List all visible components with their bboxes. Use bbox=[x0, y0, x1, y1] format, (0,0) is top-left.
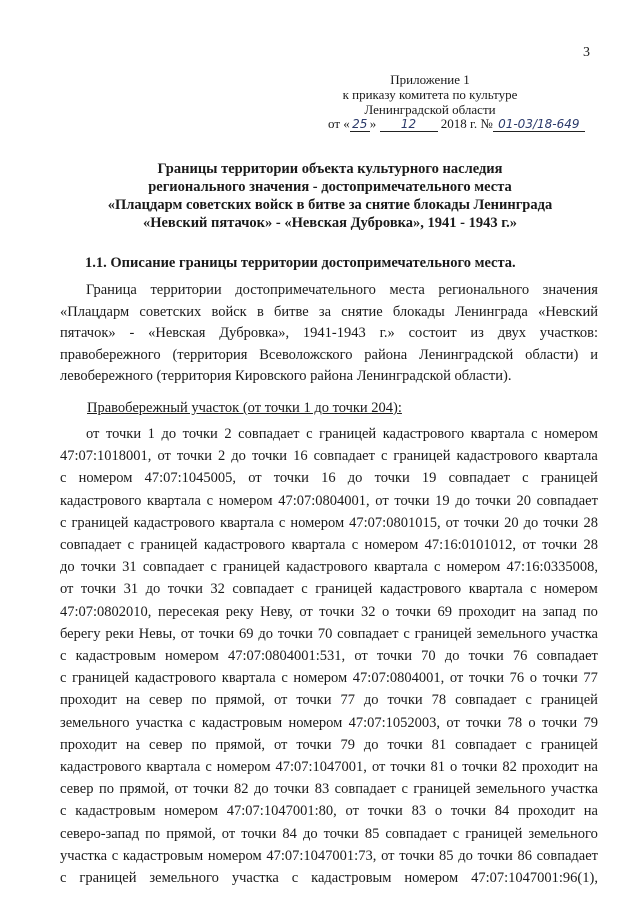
order-month: 12 bbox=[380, 117, 438, 132]
text-line: с границей земельного участка с кадастровым номером 47:07:1047001:96(1), bbox=[60, 870, 598, 887]
title-line: «Плацдарм советских войск в битве за снятие блокады Ленинграда bbox=[107, 197, 553, 213]
appendix-line-1: Приложение 1 bbox=[390, 72, 470, 87]
text-line: 47:07:0802010, пересекая реку Неву, от точки 32 о точки 69 проходит на запад по bbox=[60, 603, 598, 620]
text-line: проходит на север по прямой, от точки 79 до точки 81 совпадает с границей bbox=[60, 736, 598, 753]
text-line: северо-запад по прямой, от точки 84 до точки 85 совпадает с границей земельного bbox=[60, 825, 598, 842]
title-line: Границы территории объекта культурного наследия bbox=[157, 161, 503, 177]
text-line: пятачок» - «Невская Дубровка», 1941-1943 г.» состоит из двух участков: bbox=[60, 325, 598, 341]
text-line: правобережного (территория Всеволожского района Ленинградской области) и bbox=[60, 346, 598, 363]
appendix-line-3: Ленинградской области bbox=[364, 102, 496, 117]
intro-paragraph bbox=[60, 280, 598, 388]
appendix-header bbox=[330, 72, 530, 117]
text-line: от точки 31 до точки 32 совпадает с границей кадастрового квартала с номером bbox=[60, 581, 598, 598]
page-number: 3 bbox=[583, 45, 590, 60]
right-bank-description bbox=[60, 423, 598, 889]
order-number: 01-03/18-649 bbox=[493, 117, 585, 132]
text-line: с номером 47:07:1045005, от точки 16 до точки 19 совпадает с границей bbox=[60, 470, 598, 487]
text-line: север по прямой, от точки 82 до точки 83 совпадает с границей земельного участка bbox=[60, 781, 598, 798]
text-line: Граница территории достопримечательного места регионального значения bbox=[86, 282, 598, 298]
text-line: с границей кадастрового квартала с номером 47:07:0801015, от точки 20 до точки 28 bbox=[60, 514, 598, 531]
text-line: до точки 31 совпадает с границей кадастрового квартала с номером 47:16:0335008, bbox=[60, 559, 598, 576]
date-mid: » bbox=[369, 116, 377, 131]
appendix-line-2: к приказу комитета по культуре bbox=[342, 87, 518, 102]
text-line: 47:07:1018001, от точки 2 до точки 16 совпадает с границей кадастрового квартала bbox=[60, 448, 598, 465]
text-line: «Плацдарм советских войск в битве за снятие блокады Ленинграда «Невский bbox=[60, 303, 598, 320]
text-line: совпадает с границей кадастрового квартала с номером 47:16:0101012, от точки 28 bbox=[60, 537, 598, 554]
right-bank-subheading: Правобережный участок (от точки 1 до точки 204): bbox=[87, 400, 402, 416]
text-line: кадастрового квартала с номером 47:07:1047001, от точки 81 о точки 82 проходит на bbox=[60, 759, 598, 776]
text-line: с кадастровым номером 47:07:1047001:80, от точки 83 о точки 84 проходит на bbox=[60, 803, 598, 820]
order-date-line bbox=[328, 116, 585, 132]
text-line: с границей кадастрового квартала с номером 47:07:0804001, от точки 76 о точки 77 bbox=[60, 670, 598, 687]
order-day: 25 bbox=[350, 117, 370, 132]
text-line: кадастрового квартала с номером 47:07:0804001, от точки 19 до точки 20 совпадает bbox=[60, 492, 598, 509]
text-line: с кадастровым номером 47:07:0804001:531, от точки 70 до точки 76 совпадает bbox=[60, 648, 598, 665]
date-prefix: от « bbox=[328, 116, 350, 131]
section-heading: 1.1. Описание границы территории достопримечательного места. bbox=[85, 255, 516, 271]
title-line: регионального значения - достопримечательного места bbox=[148, 179, 512, 195]
text-line: участка с кадастровым номером 47:07:1047001:73, от точки 85 до точки 86 совпадает bbox=[60, 847, 598, 864]
title-line: «Невский пятачок» - «Невская Дубровка», 1941 - 1943 г.» bbox=[142, 215, 518, 231]
text-line: земельного участка с кадастровым номером 47:07:1052003, от точки 78 о точки 79 bbox=[60, 714, 598, 731]
text-line: левобережного (территория Кировского района Ленинградской области). bbox=[60, 368, 512, 384]
order-year: 2018 г. № bbox=[440, 116, 493, 131]
text-line: проходит на север по прямой, от точки 77 до точки 78 совпадает с границей bbox=[60, 692, 598, 709]
text-line: от точки 1 до точки 2 совпадает с границей кадастрового квартала с номером bbox=[86, 426, 598, 442]
document-title bbox=[60, 160, 600, 232]
text-line: берегу реки Невы, от точки 69 до точки 70 совпадает с границей земельного участка bbox=[60, 625, 598, 642]
